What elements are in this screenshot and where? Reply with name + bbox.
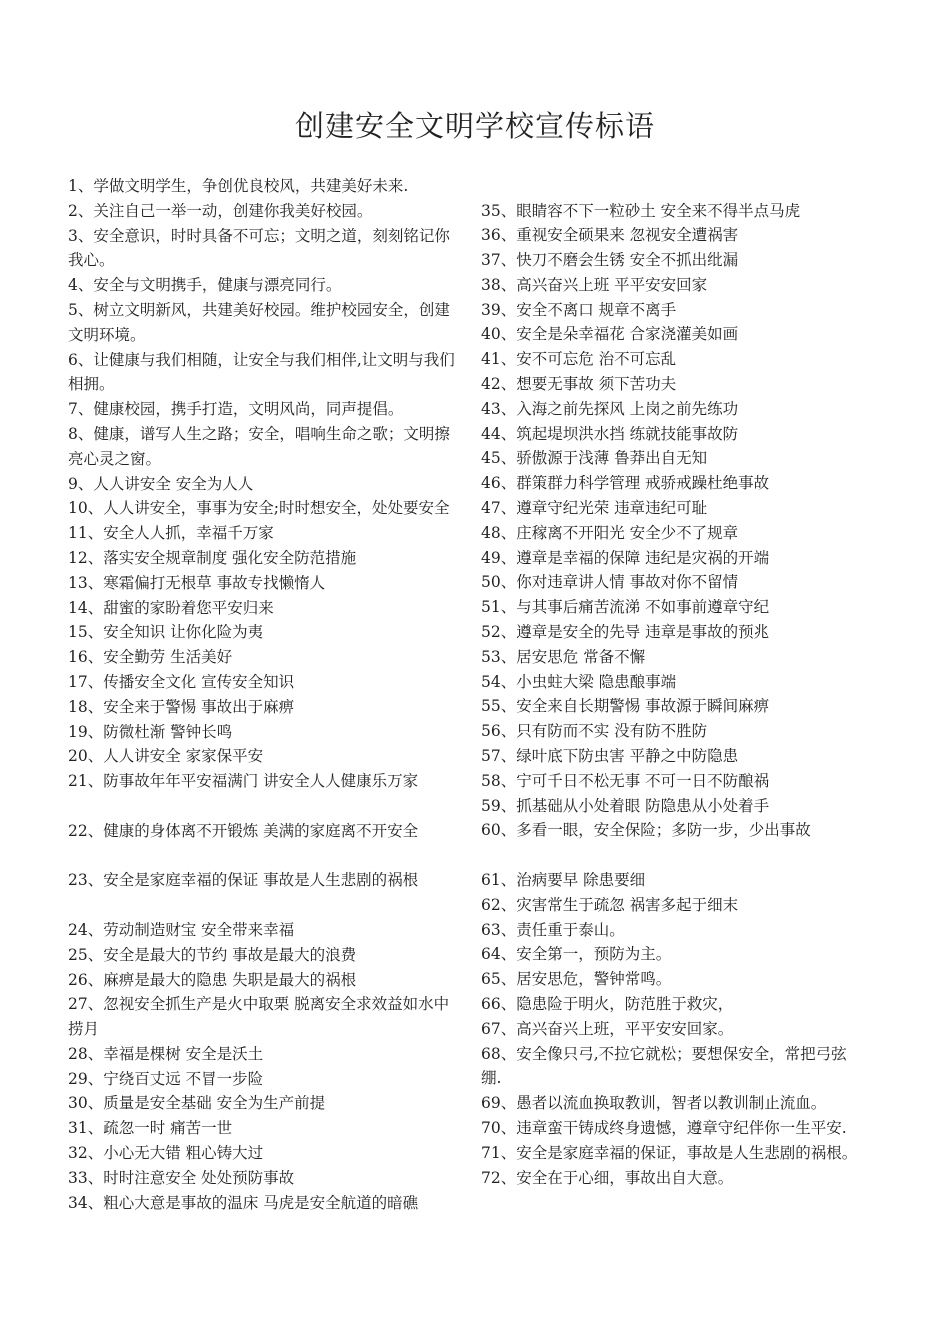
- list-item: 15、安全知识 让你化险为夷: [68, 623, 264, 642]
- list-item: 27、忽视安全抓生产是火中取栗 脱离安全求效益如水中捞月: [68, 995, 450, 1039]
- list-item: 18、安全来于警惕 事故出于麻痹: [68, 697, 295, 716]
- list-item: 56、只有防而不实 没有防不胜防: [481, 722, 708, 741]
- list-item: 54、小虫蛀大梁 隐患酿事端: [481, 672, 677, 691]
- list-item: 16、安全勤劳 生活美好: [68, 648, 233, 667]
- list-item: 26、麻痹是最大的隐患 失职是最大的祸根: [68, 970, 357, 989]
- list-item: 58、宁可千日不松无事 不可一日不防酿祸: [481, 771, 770, 790]
- list-item: 55、安全来自长期警惕 事故源于瞬间麻痹: [481, 697, 770, 716]
- list-item: 50、你对违章讲人情 事故对你不留情: [481, 573, 739, 592]
- list-item: 23、安全是家庭幸福的保证 事故是人生悲剧的祸根: [68, 871, 419, 890]
- list-item: 24、劳动制造财宝 安全带来幸福: [68, 920, 295, 939]
- list-item: 69、愚者以流血换取教训，智者以教训制止流血。: [481, 1094, 827, 1113]
- list-item: 12、落实安全规章制度 强化安全防范措施: [68, 548, 357, 567]
- list-item: 59、抓基础从小处着眼 防隐患从小处着手: [481, 796, 770, 815]
- list-item: 9、人人讲安全 安全为人人: [68, 474, 254, 493]
- list-item: 30、质量是安全基础 安全为生产前提: [68, 1094, 326, 1113]
- list-item: 17、传播安全文化 宣传安全知识: [68, 672, 295, 691]
- list-item: 49、遵章是幸福的保障 违纪是灾祸的开端: [481, 548, 770, 567]
- list-item: 52、遵章是安全的先导 违章是事故的预兆: [481, 623, 770, 642]
- list-item: 44、筑起堤坝洪水挡 练就技能事故防: [481, 424, 739, 443]
- list-item: 41、安不可忘危 治不可忘乱: [481, 350, 677, 369]
- list-item: 3、安全意识，时时具备不可忘；文明之道，刻刻铭记你我心。: [68, 226, 450, 270]
- list-item: 37、快刀不磨会生锈 安全不抓出纰漏: [481, 251, 739, 270]
- list-item: 66、隐患险于明火，防范胜于救灾，: [481, 995, 734, 1013]
- list-item: 7、健康校园，携手打造，文明风尚，同声提倡。: [68, 400, 404, 419]
- list-item: 25、安全是最大的节约 事故是最大的浪费: [68, 945, 357, 964]
- list-item: 35、眼睛容不下一粒砂土 安全来不得半点马虎: [481, 201, 801, 220]
- list-item: 42、想要无事故 须下苦功夫: [481, 375, 677, 394]
- list-item: 48、庄稼离不开阳光 安全少不了规章: [481, 523, 739, 542]
- list-item: 14、甜蜜的家盼着您平安归来: [68, 598, 274, 617]
- list-item: 31、疏忽一时 痛苦一世: [68, 1119, 233, 1138]
- list-item: 65、居安思危，警钟常鸣。: [481, 970, 672, 989]
- list-item: 39、安全不离口 规章不离手: [481, 300, 677, 319]
- list-item: 36、重视安全硕果来 忽视安全遭祸害: [481, 226, 739, 245]
- list-item: 64、安全第一，预防为主。: [481, 945, 672, 964]
- list-item: 68、安全像只弓,不拉它就松；要想保安全，常把弓弦绷.: [481, 1044, 847, 1088]
- list-item: 4、安全与文明携手，健康与漂亮同行。: [68, 276, 342, 295]
- list-item: 20、人人讲安全 家家保平安: [68, 747, 264, 766]
- list-item: 45、骄傲源于浅薄 鲁莽出自无知: [481, 449, 708, 468]
- list-item: 60、多看一眼，安全保险；多防一步，少出事故: [481, 821, 811, 840]
- list-item: 46、群策群力科学管理 戒骄戒躁杜绝事故: [481, 474, 770, 493]
- list-item: 13、寒霜偏打无根草 事故专找懒惰人: [68, 573, 326, 592]
- list-item: 57、绿叶底下防虫害 平静之中防隐患: [481, 747, 739, 766]
- list-item: 32、小心无大错 粗心铸大过: [68, 1144, 264, 1163]
- left-slogan-column: [68, 174, 456, 1215]
- list-item: 43、入海之前先探风 上岗之前先练功: [481, 399, 739, 418]
- list-item: 1、学做文明学生，争创优良校风，共建美好未来.: [68, 177, 409, 195]
- list-item: 28、幸福是棵树 安全是沃土: [68, 1044, 264, 1063]
- list-item: 63、责任重于泰山。: [481, 920, 625, 939]
- list-item: 51、与其事后痛苦流涕 不如事前遵章守纪: [481, 598, 770, 617]
- list-item: 72、安全在于心细，事故出自大意。: [481, 1168, 734, 1187]
- list-item: 71、安全是家庭幸福的保证，事故是人生悲剧的祸根。: [481, 1143, 858, 1162]
- right-slogan-column: [481, 199, 865, 1191]
- list-item: 10、人人讲安全，事事为安全;时时想安全，处处要安全: [68, 499, 450, 518]
- list-item: 67、高兴奋兴上班，平平安安回家。: [481, 1019, 734, 1038]
- list-item: 6、让健康与我们相随，让安全与我们相伴,让文明与我们相拥。: [68, 350, 455, 394]
- list-item: 61、治病要早 除患要细: [481, 871, 646, 890]
- list-item: 5、树立文明新风，共建美好校园。维护校园安全，创建文明环境。: [68, 300, 450, 344]
- list-item: 11、安全人人抓，幸福千万家: [68, 524, 274, 543]
- list-item: 22、健康的身体离不开锻炼 美满的家庭离不开安全: [68, 821, 419, 840]
- list-item: 70、违章蛮干铸成终身遗憾，遵章守纪伴你一生平安.: [481, 1118, 847, 1137]
- list-item: 21、防事故年年平安福满门 讲安全人人健康乐万家: [68, 772, 419, 791]
- list-item: 40、安全是朵幸福花 合家浇灌美如画: [481, 325, 739, 344]
- list-item: 38、高兴奋兴上班 平平安安回家: [481, 275, 708, 294]
- list-item: 2、关注自己一举一动，创建你我美好校园。: [68, 201, 373, 220]
- list-item: 62、灾害常生于疏忽 祸害多起于细末: [481, 895, 739, 914]
- list-item: 8、健康，谱写人生之路；安全，唱响生命之歌；文明擦亮心灵之窗。: [68, 424, 450, 468]
- list-item: 53、居安思危 常备不懈: [481, 647, 646, 666]
- list-item: 33、时时注意安全 处处预防事故: [68, 1168, 295, 1187]
- page-title: 创建安全文明学校宣传标语: [294, 109, 655, 143]
- list-item: 29、宁绕百丈远 不冒一步险: [68, 1069, 264, 1088]
- list-item: 34、粗心大意是事故的温床 马虎是安全航道的暗礁: [68, 1193, 419, 1212]
- list-item: 19、防微杜渐 警钟长鸣: [68, 722, 233, 741]
- list-item: 47、遵章守纪光荣 违章违纪可耻: [481, 499, 708, 518]
